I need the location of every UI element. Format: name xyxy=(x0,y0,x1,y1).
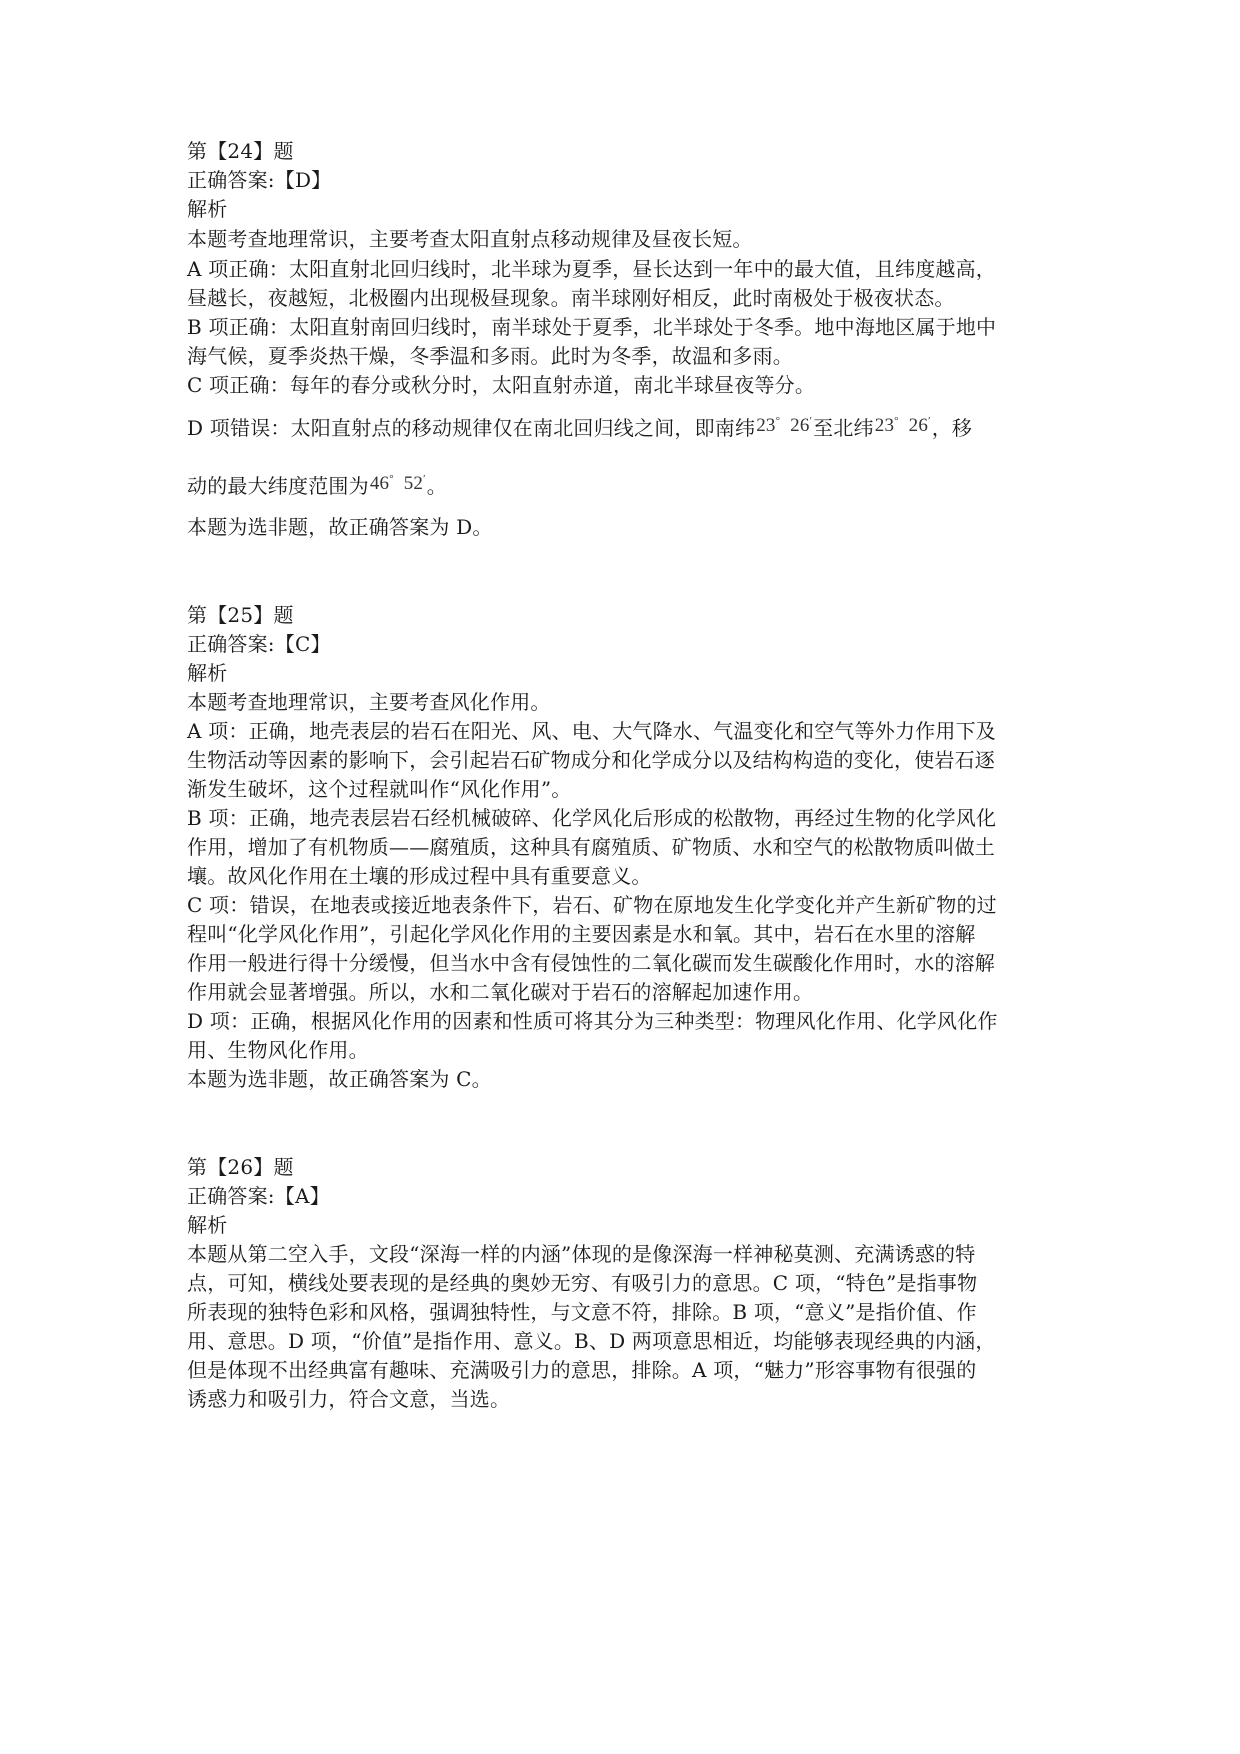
degrees: 46 xyxy=(369,473,390,494)
analysis-line: 作用，增加了有机物质——腐殖质，这种具有腐殖质、矿物质、水和空气的松散物质叫做土 xyxy=(187,835,995,859)
latitude-value: 23° 26′ xyxy=(756,415,813,436)
option-d-middle: 至北纬 xyxy=(813,416,874,440)
analysis-line: D 项：正确，根据风化作用的因素和性质可将其分为三种类型：物理风化作用、化学风化作 xyxy=(187,1009,998,1033)
analysis-line: C 项正确：每年的春分或秋分时，太阳直射赤道，南北半球昼夜等分。 xyxy=(187,373,816,397)
analysis-line: 昼越长，夜越短，北极圈内出现极昼现象。南半球刚好相反，此时南极处于极夜状态。 xyxy=(187,286,955,310)
correct-answer: 正确答案:【A】 xyxy=(187,1184,330,1208)
option-d-suffix: ，移 xyxy=(931,416,973,440)
analysis-label: 解析 xyxy=(187,197,228,221)
correct-answer: 正确答案:【C】 xyxy=(187,632,331,656)
analysis-line: A 项：正确，地壳表层的岩石在阳光、风、电、大气降水、气温变化和空气等外力作用下及 xyxy=(187,719,997,743)
analysis-line: 本题考查地理常识，主要考查风化作用。 xyxy=(187,690,551,714)
analysis-line: 壤。故风化作用在土壤的形成过程中具有重要意义。 xyxy=(187,864,652,888)
range-prefix: 动的最大纬度范围为 xyxy=(187,474,369,498)
analysis-line: B 项：正确，地壳表层岩石经机械破碎、化学风化后形成的松散物，再经过生物的化学风化 xyxy=(187,806,997,830)
minutes: 26 xyxy=(908,415,929,436)
analysis-line: 本题从第二空入手，文段“深海一样的内涵”体现的是像深海一样神秘莫测、充满诱惑的特 xyxy=(187,1242,976,1266)
correct-answer: 正确答案:【D】 xyxy=(187,168,332,192)
analysis-label: 解析 xyxy=(187,661,228,685)
question-heading: 第【26】题 xyxy=(187,1155,294,1179)
minutes: 52 xyxy=(403,473,424,494)
minutes: 26 xyxy=(790,415,810,436)
range-suffix: 。 xyxy=(426,474,447,498)
analysis-line: 诱惑力和吸引力，符合文意，当选。 xyxy=(187,1387,511,1411)
latitude-value: 23° 26′ xyxy=(874,415,931,436)
degrees: 23 xyxy=(874,415,895,436)
option-d-prefix: D 项错误：太阳直射点的移动规律仅在南北回归线之间，即南纬 xyxy=(187,416,756,440)
analysis-line: 生物活动等因素的影响下，会引起岩石矿物成分和化学成分以及结构构造的变化，使岩石逐 xyxy=(187,748,995,772)
analysis-line: 海气候，夏季炎热干燥，冬季温和多雨。此时为冬季，故温和多雨。 xyxy=(187,344,793,368)
analysis-line: 渐发生破坏，这个过程就叫作“风化作用”。 xyxy=(187,777,572,801)
degrees: 23 xyxy=(756,415,776,436)
analysis-line-option-d xyxy=(187,416,972,444)
question-heading: 第【24】题 xyxy=(187,139,294,163)
range-value: 46° 52′ xyxy=(369,473,426,494)
analysis-line: 用、生物风化作用。 xyxy=(187,1038,369,1062)
analysis-line: C 项：错误，在地表或接近地表条件下，岩石、矿物在原地发生化学变化并产生新矿物的过 xyxy=(187,893,997,917)
analysis-line: A 项正确：太阳直射北回归线时，北半球为夏季，昼长达到一年中的最大值，且纬度越高， xyxy=(187,257,997,281)
analysis-line: 作用一般进行得十分缓慢，但当水中含有侵蚀性的二氧化碳而发生碳酸化作用时，水的溶解 xyxy=(187,951,995,975)
analysis-line: 点，可知，横线处要表现的是经典的奥妙无穷、有吸引力的意思。C 项，“特色”是指事物 xyxy=(187,1271,978,1295)
analysis-line: 所表现的独特色彩和风格，强调独特性，与文意不符，排除。B 项，“意义”是指价值、作 xyxy=(187,1300,977,1324)
analysis-line: 用、意思。D 项，“价值”是指作用、意义。B、D 两项意思相近，均能够表现经典的内涵， xyxy=(187,1329,996,1353)
conclusion: 本题为选非题，故正确答案为 D。 xyxy=(187,515,493,539)
question-heading: 第【25】题 xyxy=(187,603,294,627)
analysis-line: 本题考查地理常识，主要考查太阳直射点移动规律及昼夜长短。 xyxy=(187,227,753,251)
analysis-line: 程叫“化学风化作用”，引起化学风化作用的主要因素是水和氧。其中，岩石在水里的溶解 xyxy=(187,922,976,946)
analysis-line-range xyxy=(187,474,447,502)
analysis-line: 但是体现不出经典富有趣味、充满吸引力的意思，排除。A 项，“魅力”形容事物有很强的 xyxy=(187,1358,977,1382)
analysis-line: 作用就会显著增强。所以，水和二氧化碳对于岩石的溶解起加速作用。 xyxy=(187,980,814,1004)
analysis-label: 解析 xyxy=(187,1213,228,1237)
analysis-line: B 项正确：太阳直射南回归线时，南半球处于夏季，北半球处于冬季。地中海地区属于地中 xyxy=(187,315,997,339)
conclusion: 本题为选非题，故正确答案为 C。 xyxy=(187,1067,492,1091)
